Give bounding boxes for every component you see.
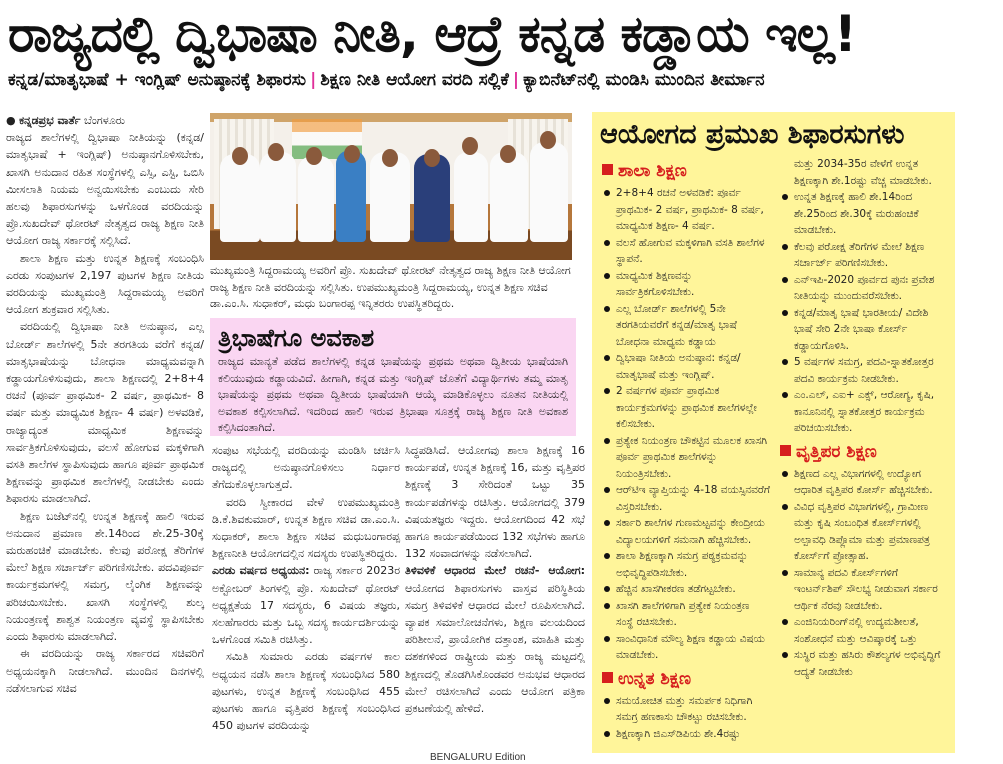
list-item-text: ಉನ್ನತ ಶಿಕ್ಷಣಕ್ಕೆ ಹಾಲಿ ಶೇ.14ರಿಂದ ಶೇ.25ರಿಂದ ಶೇ.30ಕ್ಕೆ ಮರುಹಂಚಿಕೆ ಮಾಡಬೇಕು.: [794, 191, 919, 236]
list-item-text: ಸಮಯೋಚಿತ ಮತ್ತು ಸಮರ್ಪಕ ನಿಧಿಗಾಗಿ ಸಮಗ್ರ ಹಣಕಾಸು ಚೌಕಟ್ಟು ರಚಿಸಬೇಕು.: [616, 694, 753, 723]
article-column-1: [6, 112, 204, 697]
list-item-text: ಕನ್ನಡ/ಮಾತೃ ಭಾಷೆ ಭಾರತೀಯ/ ವಿದೇಶಿ ಭಾಷೆ ಸೇರಿ 2ನೇ ಭಾಷಾ ಕೋರ್ಸ್ ಕಡ್ಡಾಯಗೊಳಿಸಿ.: [794, 306, 929, 352]
list-item-text: ಆರ್‌ಟಿಇ ವ್ಯಾಪ್ತಿಯನ್ನು 4-18 ವಯಸ್ಸಿನವರೆಗೆ ವಿಸ್ತರಿಸಬೇಕು.: [616, 484, 770, 513]
bullet-icon: [782, 194, 788, 200]
article-paragraph: ಶಿಕ್ಷಣ ಬಜೆಟ್‌ನಲ್ಲಿ ಉನ್ನತ ಶಿಕ್ಷಣಕ್ಕೆ ಹಾಲಿ ಇರುವ ಅನುದಾನ ಪ್ರಮಾಣ ಶೇ.14ರಿಂದ ಶೇ.25-30ಕ್ಕೆ ಮರುಹಂಚಿಕೆ ಮಾಡಬೇಕು. ಕೆಲವು ಪರೋಕ್ಷ ತೆರಿಗೆಗಳ ಮೇಲೆ ಶಿಕ್ಷಣ ಸರ್ಚಾರ್ಜ್ ಪರಿಗಣಿಸಬೇಕು. ಪದವಿಪೂರ್ವ ಕಾರ್ಯಕ್ರಮಗಳಲ್ಲಿ ಸಮಗ್ರ, ಲೈಂಗಿಕ ಶಿಕ್ಷಣವನ್ನು ಪರಿಚಯಿಸಬೇಕು. ಖಾಸಗಿ ಸಂಸ್ಥೆಗಳಲ್ಲಿ ಶುಲ್ಕ ನಿಯಂತ್ರಣಕ್ಕೆ ಶಾಶ್ವತ ನಿಯಂತ್ರಣ ವ್ಯವಸ್ಥೆ ಸ್ಥಾಪಿಸಬೇಕು ಎಂದು ಶಿಫಾರಸು ಮಾಡಲಾಗಿದೆ.: [6, 509, 204, 644]
list-item-text: ಮಾಧ್ಯಮಿಕ ಶಿಕ್ಷಣವನ್ನು ಸಾರ್ವತ್ರಿಕಗೊಳಿಸಬೇಕು.: [616, 269, 695, 298]
bullet-icon: [604, 636, 610, 642]
article-column-3: [405, 442, 585, 717]
sub-heading: ಎರಡು ವರ್ಷದ ಅಧ್ಯಯನ:: [212, 564, 310, 578]
pink-sidebar-title: ತ್ರಿಭಾಷೆಗೂ ಅವಕಾಶ: [218, 324, 375, 352]
list-item: [780, 354, 948, 387]
bullet-icon: [782, 244, 788, 250]
list-item-text: ಎಂಜಿನಿಯರಿಂಗ್‌ನಲ್ಲಿ ಉದ್ಯಮಶೀಲತೆ, ಸಂಶೋಧನೆ ಮತ್ತು ಆವಿಷ್ಕಾರಕ್ಕೆ ಒತ್ತು: [794, 616, 919, 645]
square-bullet-icon: [602, 672, 613, 683]
higher-list-continued: [780, 156, 948, 189]
person: [414, 154, 450, 242]
article-paragraph: ಸಂಪುಟ ಸಭೆಯಲ್ಲಿ ವರದಿಯನ್ನು ಮಂಡಿಸಿ ಚರ್ಚಿಸಿ ರಾಜ್ಯದಲ್ಲಿ ಅನುಷ್ಠಾನಗೊಳಿಸಲು ನಿರ್ಧಾರ ತೆಗೆದುಕೊಳ್ಳಲಾಗುತ್ತದೆ.: [212, 444, 400, 492]
bullet-icon: [604, 438, 610, 444]
section-heading-text: ಉನ್ನತ ಶಿಕ್ಷಣ: [618, 668, 692, 689]
section-heading-school: [602, 158, 770, 184]
recommendations-title: ಆಯೋಗದ ಪ್ರಮುಖ ಶಿಫಾರಸುಗಳು: [600, 119, 905, 150]
person-head: [462, 137, 478, 155]
recommendations-column-2: [780, 156, 948, 680]
list-item: [780, 565, 948, 615]
list-item: [780, 189, 948, 239]
person-head: [382, 149, 398, 167]
subheadline: [8, 70, 998, 90]
list-item: [602, 515, 770, 548]
list-item-text: ಎಂ.ಎಲ್, ಎಐ+ ಎಕ್ಸ್, ಆರೋಗ್ಯ, ಕೃಷಿ, ಕಾನೂನಿನಲ್ಲಿ ಸ್ನಾತಕೋತ್ತರ ಕಾರ್ಯಕ್ರಮ ಪರಿಚಯಿಸಬೇಕು.: [794, 389, 935, 434]
list-item: [780, 305, 948, 355]
person-head: [424, 149, 440, 167]
square-bullet-icon: [602, 164, 613, 175]
article-paragraph: ವರದಿ ಸ್ವೀಕಾರದ ವೇಳೆ ಉಪಮುಖ್ಯಮಂತ್ರಿ ಡಿ.ಕೆ.ಶಿವಕುಮಾರ್, ಉನ್ನತ ಶಿಕ್ಷಣ ಸಚಿವ ಡಾ.ಎಂ.ಸಿ. ಸುಧಾಕರ್, ಶಾಲಾ ಶಿಕ್ಷಣ ಸಚಿವ ಮಧುಬಂಗಾರಪ್ಪ ಶಿಕ್ಷಣನೀತಿ ಆಯೋಗದಲ್ಲಿನ ಸದಸ್ಯರು ಉಪಸ್ಥಿತರಿದ್ದರು.: [212, 495, 400, 561]
subhead-part: ಕ್ಯಾಬಿನೆಟ್‌ನಲ್ಲಿ ಮಂಡಿಸಿ ಮುಂದಿನ ತೀರ್ಮಾನ: [523, 70, 765, 90]
list-item-text: ಸುಸ್ಥಿರ ಮತ್ತು ಹಸಿರು ಕೌಶಲ್ಯಗಳ ಅಭಿವೃದ್ಧಿಗೆ ಆದ್ಯತೆ ನೀಡಬೇಕು: [794, 649, 941, 678]
higher-list: [602, 693, 770, 743]
paragraph-text: ಆಯೋಗದ ಶಿಫಾರಸುಗಳು ವಾಸ್ತವ ಪರಿಸ್ಥಿತಿಯ ಸಮಗ್ರ ತಿಳಿವಳಿಕೆ ಆಧಾರದ ಮೇಲೆ ರೂಪಿಸಲಾಗಿದೆ. ವ್ಯಾಪಕ ಸಮಾಲೋಚನೆಗಳು, ಶಿಕ್ಷಣ ವಲಯದಿಂದ ಪರಿಶೀಲನೆ, ಪ್ರಾಯೋಗಿಕ ದತ್ತಾಂಶ, ಮಾಹಿತಿ ಮತ್ತು ದಶಕಗಳಿಂದ ರಾಷ್ಟ್ರೀಯ ಮತ್ತು ರಾಜ್ಯ ಮಟ್ಟದಲ್ಲಿ ಶಿಕ್ಷಣದಲ್ಲಿ ತೊಡಗಿಸಿಕೊಂಡವರ ಅನುಭವ ಆಧಾರದ ಮೇಲೆ ರಚಿಸಲಾಗಿದೆ ಎಂದು ಆಯೋಗ ಪತ್ರಿಕಾ ಪ್ರಕಟಣೆಯಲ್ಲಿ ಹೇಳಿದೆ.: [405, 581, 585, 716]
article-column-2: [212, 442, 400, 734]
pink-sidebar-body: ರಾಜ್ಯದ ಮಾನ್ಯತೆ ಪಡೆದ ಶಾಲೆಗಳಲ್ಲಿ ಕನ್ನಡ ಭಾಷೆಯನ್ನು ಪ್ರಥಮ ಅಥವಾ ದ್ವಿತೀಯ ಭಾಷೆಯಾಗಿ ಕಲಿಯುವುದು ಕಡ್ಡಾಯವಿದೆ. ಹೀಗಾಗಿ, ಕನ್ನಡ ಮತ್ತು ಇಂಗ್ಲಿಷ್ ಜೊತೆಗೆ ವಿದ್ಯಾರ್ಥಿಗಳು ತಮ್ಮ ಮಾತೃ ಭಾಷೆಯನ್ನು ಪ್ರಥಮ ಅಥವಾ ದ್ವಿತೀಯ ಭಾಷೆಯಾಗಿ ಆಯ್ಕೆ ಮಾಡಿಕೊಳ್ಳಲು ನೂತನ ನೀತಿಯಲ್ಲಿ ಅವಕಾಶ ಕಲ್ಪಿಸಲಾಗಿದೆ. ಇದರಿಂದ ಹಾಲಿ ಇರುವ ತ್ರಿಭಾಷಾ ಸೂತ್ರಕ್ಕೆ ರಾಜ್ಯ ಶಿಕ್ಷಣ ನೀತಿ ಅವಕಾಶ ಕಲ್ಪಿಸಿದಂತಾಗಿದೆ.: [218, 355, 568, 434]
vocational-list: [780, 466, 948, 681]
article-paragraph: ಸಿದ್ಧಪಡಿಸಿದೆ. ಆಯೋಗವು ಶಾಲಾ ಶಿಕ್ಷಣಕ್ಕೆ 16 ಕಾರ್ಯಪಡೆ, ಉನ್ನತ ಶಿಕ್ಷಣಕ್ಕೆ 16, ಮತ್ತು ವೃತ್ತಿಪರ ಶಿಕ್ಷಣಕ್ಕೆ 3 ಸೇರಿದಂತೆ ಒಟ್ಟು 35 ಕಾರ್ಯಪಡೆಗಳನ್ನು ರಚಿಸಿತ್ತು. ಆಯೋಗದಲ್ಲಿ 379 ವಿಷಯತಜ್ಞರು ಇದ್ದರು. ಆಯೋಗದಿಂದ 42 ಸಭೆ ಹಾಗೂ ಕಾರ್ಯಪಡೆಯಿಂದ 132 ಸಭೆಗಳು ಹಾಗೂ 132 ಸಂವಾದಗಳನ್ನು ನಡೆಸಲಾಗಿದೆ.: [405, 444, 585, 561]
sub-heading: ತಿಳಿವಳಿಕೆ ಆಧಾರದ ಮೇಲೆ ರಚನೆ- ಆಯೋಗ:: [405, 564, 585, 578]
list-item: [780, 239, 948, 272]
school-list: [602, 185, 770, 664]
list-item-text: ಸಾಂವಿಧಾನಿಕ ಮೌಲ್ಯ ಶಿಕ್ಷಣ ಕಡ್ಡಾಯ ವಿಷಯ ಮಾಡಬೇಕು.: [616, 632, 765, 661]
subhead-part: ಶಿಕ್ಷಣ ನೀತಿ ಆಯೋಗ ವರದಿ ಸಲ್ಲಿಕೆ: [320, 70, 509, 90]
edition-label: BENGALURU Edition: [430, 752, 526, 763]
list-item: [602, 726, 770, 743]
bullet-icon: [604, 698, 610, 704]
person-head: [540, 131, 556, 149]
person-head: [306, 147, 322, 165]
person-head: [344, 145, 360, 163]
paragraph-text: ರಾಜ್ಯ ಸರ್ಕಾರ 2023ರ ಅಕ್ಟೋಬರ್ ತಿಂಗಳಲ್ಲಿ ಪ್ರೊ. ಸುಖದೇವ್ ಥೋರಟ್ ಅಧ್ಯಕ್ಷತೆಯ 17 ಸದಸ್ಯರು, 6 ವಿಷಯ ತಜ್ಞರು, ಸಲಹೆಗಾರರು ಮತ್ತು ಒಬ್ಬ ಸದಸ್ಯ ಕಾರ್ಯದರ್ಶಿಯನ್ನು ಒಳಗೊಂಡ ಸಮಿತಿ ರಚಿಸಿತ್ತು.: [212, 564, 401, 647]
section-heading-vocational: [780, 439, 948, 465]
person-head: [500, 145, 516, 163]
byline-source: ಕನ್ನಡಪ್ರಭ ವಾರ್ತೆ: [19, 114, 81, 127]
person-head: [232, 147, 248, 165]
list-item: [602, 631, 770, 664]
list-item: [780, 272, 948, 305]
bullet-icon: [604, 553, 610, 559]
bullet-icon: [782, 504, 788, 510]
bullet-icon: [782, 392, 788, 398]
article-paragraph: ಸಮಿತಿ ಸುಮಾರು ಎರಡು ವರ್ಷಗಳ ಕಾಲ ಅಧ್ಯಯನ ನಡೆಸಿ ಶಾಲಾ ಶಿಕ್ಷಣಕ್ಕೆ ಸಂಬಂಧಿಸಿದ 580 ಪುಟಗಳು, ಉನ್ನತ ಶಿಕ್ಷಣಕ್ಕೆ ಸಂಬಂಧಿಸಿದ 455 ಪುಟಗಳು ಹಾಗೂ ವೃತ್ತಿಪರ ಶಿಕ್ಷಣಕ್ಕೆ ಸಂಬಂಧಿಸಿದ 450 ಪುಟಗಳ ವರದಿಯನ್ನು: [212, 650, 400, 733]
list-item-text: ಶಿಕ್ಷಣದ ಎಲ್ಲ ವಿಭಾಗಗಳಲ್ಲಿ ಉದ್ಯೋಗ ಆಧಾರಿತ ವೃತ್ತಿಪರ ಕೋರ್ಸ್ ಹೆಚ್ಚಿಸಬೇಕು.: [794, 467, 933, 496]
bullet-icon: [604, 190, 610, 196]
list-item-text: ಸರ್ಕಾರಿ ಶಾಲೆಗಳ ಗುಣಮಟ್ಟವನ್ನು ಕೇಂದ್ರೀಯ ವಿದ್ಯಾಲಯಗಳಿಗೆ ಸಮನಾಗಿ ಹೆಚ್ಚಿಸಬೇಕು.: [616, 517, 765, 546]
recommendations-box: [592, 112, 955, 753]
article-paragraph: ವರದಿಯಲ್ಲಿ ದ್ವಿಭಾಷಾ ನೀತಿ ಅನುಷ್ಠಾನ, ಎಲ್ಲ ಬೋರ್ಡ್ ಶಾಲೆಗಳಲ್ಲಿ 5ನೇ ತರಗತಿಯ ವರೆಗೆ ಕನ್ನಡ/ಮಾತೃಭಾಷೆಯನ್ನು ಬೋಧನಾ ಮಾಧ್ಯಮವನ್ನಾಗಿ ಕಡ್ಡಾಯಗೊಳಿಸುವುದು, ಶಾಲಾ ಶಿಕ್ಷಣದಲ್ಲಿ 2+8+4 ರಚನೆ (ಪೂರ್ವ ಪ್ರಾಥಮಿಕ- 2 ವರ್ಷ, ಪ್ರಾಥಮಿಕ- 8 ವರ್ಷ ಮತ್ತು ಮಾಧ್ಯಮಿಕ ಶಿಕ್ಷಣ- 4 ವರ್ಷ) ಅಳವಡಿಕೆ, ರಾಜ್ಯಾದ್ಯಂತ ಮಾಧ್ಯಮಿಕ ಶಿಕ್ಷಣವನ್ನು ಸಾರ್ವತ್ರಿಕಗೊಳಿಸುವುದು, ವಲಸೆ ಹೋಗುವ ಮಕ್ಕಳಿಗಾಗಿ ವಸತಿ ಶಾಲೆಗಳ ಸ್ಥಾಪಿಸುವುದು ಹಾಗೂ ಪೂರ್ವ ಪ್ರಾಥಮಿಕ ಶಿಕ್ಷಣವನ್ನು ಪ್ರಾಥಮಿಕ ಶಾಲೆಗಳಲ್ಲಿ ನೀಡಬೇಕು ಎಂದು ಶಿಫಾರಸು ಮಾಡಲಾಗಿದೆ.: [6, 320, 204, 506]
person-head: [268, 143, 284, 161]
list-item: [602, 598, 770, 631]
bullet-icon: [782, 471, 788, 477]
list-item: [602, 185, 770, 235]
list-item: [602, 383, 770, 433]
bullet-icon: [604, 388, 610, 394]
list-item: [602, 548, 770, 581]
list-item-text: 2+8+4 ರಚನೆ ಅಳವಡಿಕೆ: ಪೂರ್ವ ಪ್ರಾಥಮಿಕ- 2 ವರ್ಷ, ಪ್ರಾಥಮಿಕ- 8 ವರ್ಷ, ಮಾಧ್ಯಮಿಕ ಶಿಕ್ಷಣ- 4 ವರ್ಷ.: [616, 187, 764, 232]
bullet-icon: [604, 731, 610, 737]
section-heading-higher: [602, 666, 770, 692]
list-item: [602, 482, 770, 515]
list-item: [602, 693, 770, 726]
list-item: [602, 235, 770, 268]
list-item: [602, 350, 770, 383]
subhead-separator: |: [310, 70, 317, 90]
bullet-icon: [604, 355, 610, 361]
bullet-icon: ●: [6, 114, 20, 127]
article-paragraph: ರಾಜ್ಯದ ಶಾಲೆಗಳಲ್ಲಿ ದ್ವಿಭಾಷಾ ನೀತಿಯನ್ನು (ಕನ್ನಡ/ಮಾತೃಭಾಷೆ + ಇಂಗ್ಲಿಷ್) ಅನುಷ್ಠಾನಗೊಳಿಸಬೇಕು, ಖಾಸಗಿ ಅನುದಾನ ರಹಿತ ಸಂಸ್ಥೆಗಳಲ್ಲಿ ಎಸ್ಸಿ, ಎಸ್ಟಿ, ಒಬಿಸಿ ಮೀಸಲಾತಿ ನಿಯಮ ಅನ್ವಯಿಸಬೇಕು ಎಂಬುದು ಸೇರಿ ಹಲವು ಶಿಫಾರಸುಗಳನ್ನು ಒಳಗೊಂಡ ವರದಿಯನ್ನು ಪ್ರೊ.ಸುಖದೇವ್ ಥೋರಟ್ ನೇತೃತ್ವದ ರಾಜ್ಯ ಶಿಕ್ಷಣ ನೀತಿ ಆಯೋಗ ರಾಜ್ಯ ಸರ್ಕಾರಕ್ಕೆ ಸಲ್ಲಿಸಿದೆ.: [6, 131, 204, 248]
list-item-text: ವಿವಿಧ ವೃತ್ತಿಪರ ವಿಭಾಗಗಳಲ್ಲಿ, ಗ್ರಾಮೀಣ ಮತ್ತು ಕೃಷಿ ಸಂಬಂಧಿತ ಕೋರ್ಸ್‌ಗಳಲ್ಲಿ ಅಲ್ಪಾವಧಿ ಡಿಪ್ಲೊಮಾ ಮತ್ತು ಪ್ರಮಾಣಪತ್ರ ಕೋರ್ಸ್‌ಗೆ ಪ್ರೋತ್ಸಾಹ.: [794, 500, 930, 562]
bullet-icon: [604, 586, 610, 592]
photo-caption: ಮುಖ್ಯಮಂತ್ರಿ ಸಿದ್ದರಾಮಯ್ಯ ಅವರಿಗೆ ಪ್ರೊ. ಸುಖದೇವ್ ಥೋರಟ್ ನೇತೃತ್ವದ ರಾಜ್ಯ ಶಿಕ್ಷಣ ನೀತಿ ಆಯೋಗ ರಾಜ್ಯ ಶಿಕ್ಷಣ ನೀತಿ ವರದಿಯನ್ನು ಸಲ್ಲಿಸಿತು. ಉಪಮುಖ್ಯಮಂತ್ರಿ ಸಿದ್ದರಾಮಯ್ಯ, ಉನ್ನತ ಶಿಕ್ಷಣ ಸಚಿವ ಡಾ.ಎಂ.ಸಿ. ಸುಧಾಕರ್, ಮಧು ಬಂಗಾರಪ್ಪ ಇನ್ನಿತರರು ಉಪಸ್ಥಿತರಿದ್ದರು.: [210, 264, 571, 310]
person: [530, 142, 568, 242]
list-item-text: 2 ವರ್ಷಗಳ ಪೂರ್ವ ಪ್ರಾಥಮಿಕ ಕಾರ್ಯಕ್ರಮಗಳನ್ನು ಪ್ರಾಥಮಿಕ ಶಾಲೆಗಳಲ್ಲೇ ಕಲಿಸಬೇಕು.: [616, 385, 757, 430]
square-bullet-icon: [780, 445, 791, 456]
bullet-icon: [604, 306, 610, 312]
article-paragraph: ಶಾಲಾ ಶಿಕ್ಷಣ ಮತ್ತು ಉನ್ನತ ಶಿಕ್ಷಣಕ್ಕೆ ಸಂಬಂಧಿಸಿ ಎರಡು ಸಂಪುಟಗಳ 2,197 ಪುಟಗಳ ಶಿಕ್ಷಣ ನೀತಿಯ ವರದಿಯನ್ನು ಮುಖ್ಯಮಂತ್ರಿ ಸಿದ್ದರಾಮಯ್ಯ ಅವರಿಗೆ ಆಯೋಗ ಶುಕ್ರವಾರ ಸಲ್ಲಿಸಿತು.: [6, 251, 204, 317]
list-item: [602, 433, 770, 483]
section-heading-text: ವೃತ್ತಿಪರ ಶಿಕ್ಷಣ: [796, 441, 877, 462]
list-item: [602, 301, 770, 351]
news-photo: [210, 113, 572, 260]
list-item-text: ಹೆಚ್ಚಿನ ಖಾಸಗೀಕರಣ ತಡೆಗಟ್ಟಬೇಕು.: [616, 583, 736, 595]
list-item-text: ದ್ವಿಭಾಷಾ ನೀತಿಯ ಅನುಷ್ಠಾನ: ಕನ್ನಡ/ ಮಾತೃಭಾಷೆ ಮತ್ತು ಇಂಗ್ಲಿಷ್.: [616, 352, 741, 381]
article-paragraph: [405, 562, 585, 717]
list-item-text: ಎನ್‌ಇಪಿ-2020 ಪೂರ್ವದ ಪುನಃ ಪ್ರವೇಶ ನೀತಿಯನ್ನು ಮುಂದುವರೆಸಬೇಕು.: [794, 273, 935, 302]
person: [298, 156, 334, 242]
bullet-icon: [782, 310, 788, 316]
subhead-separator: |: [512, 70, 520, 90]
pink-sidebar: [210, 318, 576, 436]
bullet-icon: [782, 619, 788, 625]
list-item-text: ವಲಸೆ ಹೋಗುವ ಮಕ್ಕಳಿಗಾಗಿ ವಸತಿ ಶಾಲೆಗಳ ಸ್ಥಾಪನೆ.: [616, 236, 765, 265]
list-item-continued: ಮತ್ತು 2034-35ರ ವೇಳೆಗೆ ಉನ್ನತ ಶಿಕ್ಷಣಕ್ಕಾಗಿ ಶೇ.1ರಷ್ಟು ವೆಚ್ಚ ಮಾಡಬೇಕು.: [794, 158, 932, 187]
list-item-text: ಕೆಲವು ಪರೋಕ್ಷ ತೆರಿಗೆಗಳ ಮೇಲೆ ಶಿಕ್ಷಣ ಸರ್ಚಾರ್ಜ್ ಪರಿಗಣಿಸಬೇಕು.: [794, 240, 925, 269]
section-heading-text: ಶಾಲಾ ಶಿಕ್ಷಣ: [618, 161, 687, 181]
article-paragraph: ಈ ವರದಿಯನ್ನು ರಾಜ್ಯ ಸರ್ಕಾರದ ಸಚಿವರಿಗೆ ಅಧ್ಯಯನಕ್ಕಾಗಿ ನೀಡಲಾಗಿದೆ. ಮುಂದಿನ ದಿನಗಳಲ್ಲಿ ನಡೆಸಲಾಗುವ ಸಚಿವ: [6, 647, 204, 695]
bullet-icon: [604, 603, 610, 609]
subhead-part: ಕನ್ನಡ/ಮಾತೃಭಾಷೆ + ಇಂಗ್ಲಿಷ್ ಅನುಷ್ಠಾನಕ್ಕೆ ಶಿಫಾರಸು: [8, 70, 307, 90]
higher-list: [780, 189, 948, 437]
list-item: [780, 387, 948, 437]
bullet-icon: [782, 652, 788, 658]
bullet-icon: [782, 570, 788, 576]
list-item-text: 5 ವರ್ಷಗಳ ಸಮಗ್ರ, ಪದವಿ-ಸ್ನಾತಕೋತ್ತರ ಪದವಿ ಕಾರ್ಯಕ್ರಮ ನೀಡಬೇಕು.: [794, 356, 934, 385]
headline: ರಾಜ್ಯದಲ್ಲಿ ದ್ವಿಭಾಷಾ ನೀತಿ, ಆದ್ರೆ ಕನ್ನಡ ಕಡ್ಡಾಯ ಇಲ್ಲ!: [8, 5, 856, 63]
list-item-text: ಪ್ರತ್ಯೇಕ ನಿಯಂತ್ರಣ ಚೌಕಟ್ಟಿನ ಮೂಲಕ ಖಾಸಗಿ ಪೂರ್ವ ಪ್ರಾಥಮಿಕ ಶಾಲೆಗಳನ್ನು ನಿಯಂತ್ರಿಸಬೇಕು.: [616, 434, 768, 480]
bullet-icon: [604, 487, 610, 493]
list-item-text: ಶಾಲಾ ಶಿಕ್ಷಣಕ್ಕಾಗಿ ಸಮಗ್ರ ಪಠ್ಯಕ್ರಮವನ್ನು ಅಭಿವೃದ್ಧಿಪಡಿಸಬೇಕು.: [616, 550, 748, 579]
byline: [6, 112, 204, 129]
list-item: [602, 581, 770, 598]
bullet-icon: [604, 273, 610, 279]
list-item-text: ಖಾಸಗಿ ಶಾಲೆಗಳಿಗಾಗಿ ಪ್ರತ್ಯೇಕ ನಿಯಂತ್ರಣ ಸಂಸ್ಥೆ ರಚಿಸಬೇಕು.: [616, 599, 750, 628]
list-item: [780, 499, 948, 565]
person: [220, 154, 260, 242]
article-paragraph: [212, 562, 400, 648]
recommendations-column-1: [602, 156, 770, 742]
person: [454, 152, 488, 242]
bullet-icon: [604, 240, 610, 246]
list-item: [780, 614, 948, 647]
person: [336, 150, 366, 242]
list-item-text: ಶಿಕ್ಷಣಕ್ಕಾಗಿ ಜಿಎಸ್‌ಡಿಪಿಯ ಶೇ.4ರಷ್ಟು: [616, 727, 741, 740]
person: [260, 152, 296, 242]
bullet-icon: [782, 277, 788, 283]
list-item-text: ಸಾಮಾನ್ಯ ಪದವಿ ಕೋರ್ಸ್‌ಗಳಿಗೆ ಇಂಟರ್ನ್‌ಶಿಪ್ ಸೌಲಭ್ಯ ನೀಡುವಾಗ ಸರ್ಕಾರ ಆರ್ಥಿಕ ನೆರವು ನೀಡಬೇಕು.: [794, 566, 938, 612]
list-item: [602, 268, 770, 301]
person: [490, 152, 528, 242]
bullet-icon: [604, 520, 610, 526]
list-item-text: ಎಲ್ಲ ಬೋರ್ಡ್ ಶಾಲೆಗಳಲ್ಲಿ 5ನೇ ತರಗತಿಯವರೆಗೆ ಕನ್ನಡ/ಮಾತೃ ಭಾಷೆ ಬೋಧನಾ ಮಾಧ್ಯಮ ಕಡ್ಡಾಯ: [616, 302, 737, 348]
list-item: [780, 647, 948, 680]
list-item: [780, 466, 948, 499]
bullet-icon: [782, 359, 788, 365]
byline-place: ಬೆಂಗಳೂರು: [83, 114, 126, 127]
